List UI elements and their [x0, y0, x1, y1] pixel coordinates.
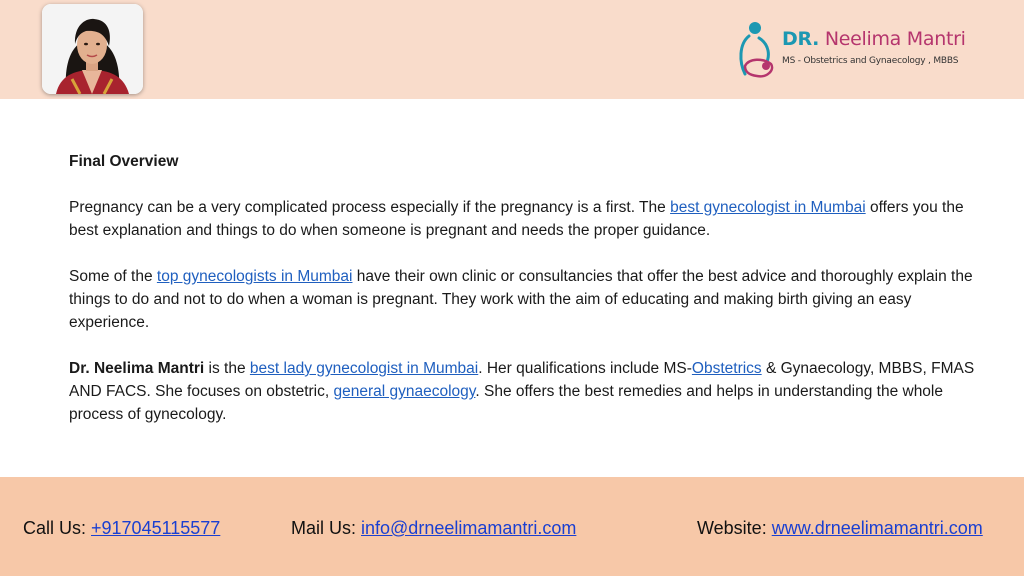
paragraph-3	[69, 357, 989, 426]
p2-text-before: Some of the	[69, 268, 157, 285]
logo-subtitle: MS - Obstetrics and Gynaecology , MBBS	[782, 56, 959, 66]
logo-dr-text: DR.	[782, 28, 820, 50]
p3-text-4: . She offers the best remedies and helps in understanding the whole process of gynecology.	[69, 383, 943, 423]
obstetrics-link[interactable]: Obstetrics	[691, 360, 762, 377]
call-label: Call Us:	[23, 518, 92, 538]
clinic-logo	[733, 18, 993, 84]
logo-title	[782, 28, 966, 50]
mail-us	[291, 518, 576, 539]
email-link[interactable]: info@drneelimamantri.com	[361, 518, 577, 538]
final-overview-title: Final Overview	[69, 153, 179, 170]
p1-text-after: offers you the best explanation and things to do when someone is pregnant and needs the proper guidance.	[69, 199, 964, 239]
top-gynecologists-link[interactable]: top gynecologists in Mumbai	[156, 268, 353, 285]
website	[697, 518, 983, 539]
p3-text-2: . Her qualifications include MS-	[478, 360, 692, 377]
website-label: Website:	[697, 518, 772, 538]
general-gynaecology-link[interactable]: general gynaecology	[333, 383, 476, 400]
call-us	[23, 518, 220, 539]
p1-text-before: Pregnancy can be a very complicated process especially if the pregnancy is a first. The	[69, 199, 671, 216]
main-content	[69, 150, 989, 449]
paragraph-1	[69, 196, 989, 242]
paragraph-2	[69, 265, 989, 334]
phone-link[interactable]: +917045115577	[91, 518, 221, 538]
best-gynecologist-link[interactable]: best gynecologist in Mumbai	[670, 199, 866, 216]
doctor-name-bold: Dr. Neelima Mantri	[69, 360, 205, 377]
section-title	[69, 150, 989, 173]
doctor-photo	[42, 4, 143, 94]
best-lady-gynecologist-link[interactable]: best lady gynecologist in Mumbai	[249, 360, 479, 377]
logo-name-text: Neelima Mantri	[824, 28, 966, 50]
footer-bar	[0, 477, 1024, 576]
p2-text-after: have their own clinic or consultancies that offer the best advice and thoroughly explain the things to do and not to do when a woman is pregnant. They work with the aim of educating and making birth giving an easy experience.	[69, 268, 973, 331]
p3-text-1: is the	[204, 360, 250, 377]
header-banner	[0, 0, 1024, 99]
p3-text-3: & Gynaecology, MBBS, FMAS AND FACS. She focuses on obstetric,	[69, 360, 975, 400]
mother-baby-logo-icon	[733, 18, 781, 82]
website-link[interactable]: www.drneelimamantri.com	[771, 518, 983, 538]
mail-label: Mail Us:	[291, 518, 362, 538]
